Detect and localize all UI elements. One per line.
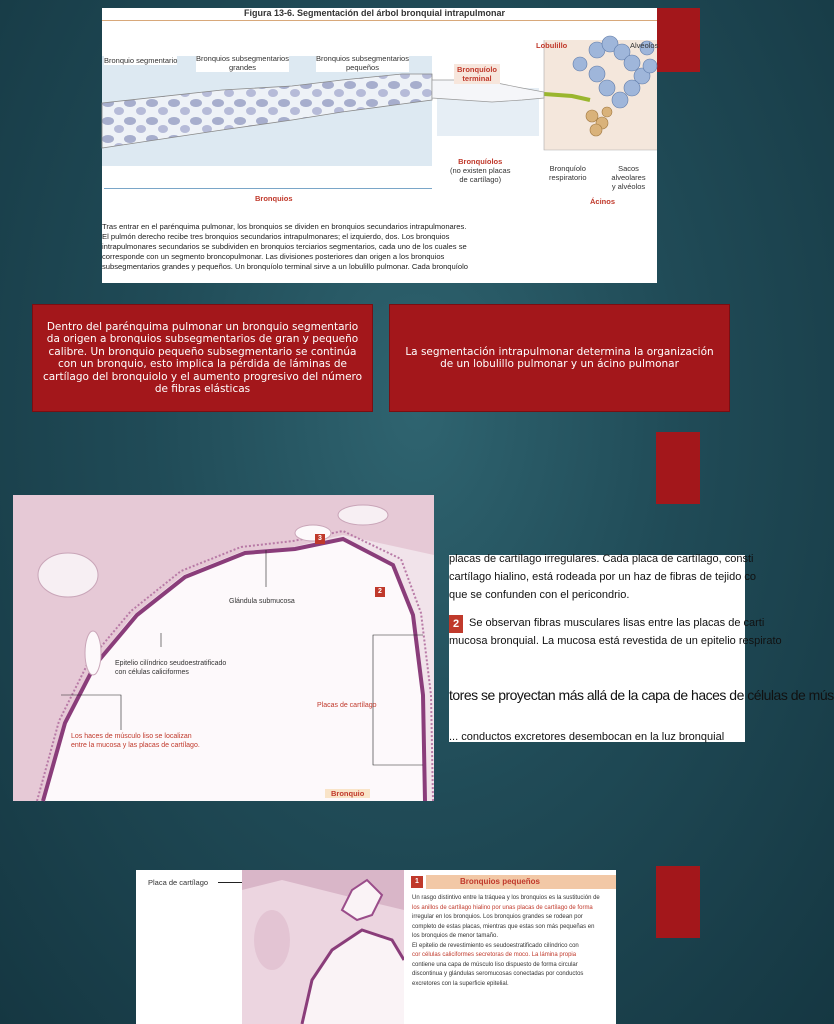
red-tab-decoration: [656, 432, 700, 504]
figure-number-badge: 1: [411, 876, 423, 888]
figure-number-badge: 3: [315, 534, 325, 544]
text-line: intrapulmonares secundarios se subdividen en bronquios terciarios segmentarios, cada uno de los cuales se: [102, 242, 467, 251]
label-text: terminal: [462, 74, 492, 83]
label-bronquiolos: [450, 157, 510, 184]
section-heading: [426, 875, 616, 889]
figure-body-text: [102, 222, 657, 272]
label-text: Bronquíolo: [457, 65, 497, 74]
label-text: con células caliciformes: [115, 669, 189, 676]
small-bronchus-figure: [136, 870, 616, 1024]
para-line: Un rasgo distintivo entre la tráquea y los bronquios es la sustitución de: [412, 895, 600, 901]
label-text: de cartílago): [459, 175, 502, 184]
label-bronquios: Bronquios: [255, 194, 293, 203]
para-line: los anillos de cartílago hialino por unas placas de cartílago de forma: [412, 904, 593, 911]
figure-number-badge: 2: [375, 587, 385, 597]
label-text: pequeños: [346, 63, 379, 72]
crop-line: tores se proyectan más allá de la capa de haces de células de mús: [449, 687, 834, 703]
para-line: discontinua y glándulas seromucosas conectadas por conductos: [412, 971, 584, 977]
label-text: Sacos alveolares: [611, 164, 646, 182]
textbook-text-crop: [449, 553, 834, 743]
para-line: excretores con la superficie epitelial.: [412, 980, 509, 987]
crop-line: que se confunden con el pericondrio.: [449, 589, 630, 601]
red-tab-decoration: [656, 8, 700, 72]
label-bronquiolo-terminal: [454, 64, 500, 84]
caption-right-text: La segmentación intrapulmonar determina la organización de un lobulillo pulmonar y un ácino pulmonar: [405, 345, 714, 370]
label-sacos-alveolares: [600, 164, 657, 191]
para-line: El epitelio de revestimiento es seudoestratificado cilíndrico con: [412, 942, 579, 949]
label-alveolos: Alvéolos: [630, 41, 659, 50]
caption-left-text: Dentro del parénquima pulmonar un bronquio segmentario da origen a bronquios subsegmentarios de gran y pequeño calibre. Un bronquio pequeño subsegmentario se continúa con un bronquio, esto implica la pérdida de láminas de cartílago del bronquiolo y el aumento progresivo del número de fibras elásticas: [42, 320, 363, 395]
label-text: Bronquios subsegmentarios: [316, 54, 409, 63]
crop-line: ... conductos excretores desembocan en la luz bronquial: [449, 731, 725, 743]
label-placa-cartilago: Placa de cartílago: [148, 878, 209, 887]
para-line: contiene una capa de músculo liso dispuesto de forma circular: [412, 961, 578, 968]
heading-text: Bronquios pequeños: [460, 877, 540, 886]
label-musculo-liso: [71, 732, 200, 750]
crop-line: mucosa bronquial. La mucosa está revestida de un epitelio respirato: [449, 635, 782, 647]
label-text: y alvéolos: [611, 182, 646, 191]
text-line: El pulmón derecho recibe tres bronquios secundarios intrapulmonares; el izquierdo, dos. Los bronquios: [102, 232, 450, 241]
label-acinos: Ácinos: [590, 197, 616, 206]
label-bronquiolo-respiratorio: [549, 164, 587, 182]
small-bronchus-histology: [242, 870, 404, 1024]
label-text: grandes: [228, 63, 257, 72]
bronchial-tree-illustration: [102, 8, 657, 188]
label-subseg-grandes: [196, 54, 289, 72]
para-line: completo de estas placas, mientras que estas son más pequeñas en: [412, 923, 595, 930]
bronchial-tree-figure: [102, 8, 657, 283]
label-placas-cartilago: Placas de cartílago: [317, 702, 377, 709]
para-line: irregular en los bronquios. Los bronquios grandes se rodean por: [412, 914, 583, 920]
label-lobulillo: Lobulillo: [536, 41, 568, 50]
label-text: Bronquios subsegmentarios: [196, 54, 289, 63]
crop-line: Se observan fibras musculares lisas entre las placas de carti: [469, 617, 765, 629]
label-epitelio: [115, 659, 226, 677]
text-line: Tras entrar en el parénquima pulmonar, los bronquios se dividen en bronquios secundarios intrapulmonares.: [102, 222, 467, 231]
small-bronchus-text: [412, 894, 614, 989]
label-bronquio-segmentario: Bronquio segmentario: [104, 56, 178, 65]
caption-left: [32, 304, 373, 412]
label-text: Epitelio cilíndrico seudoestratificado: [115, 660, 227, 667]
crop-line: placas de cartílago irregulares. Cada placa de cartílago, consti: [449, 553, 754, 565]
label-text: Bronquíolos: [458, 157, 503, 166]
label-subseg-pequenos: [316, 54, 409, 72]
label-text: respiratorio: [549, 173, 587, 182]
label-text: (no existen placas: [450, 166, 511, 175]
text-line: corresponde con un segmento broncopulmonar. Las divisiones posteriores dan origen a los bronquios: [102, 252, 445, 261]
label-glandula-submucosa: Glándula submucosa: [229, 598, 295, 605]
text-line: subsegmentarios grandes y pequeños. Un bronquíolo terminal sirve a un lobulillo pulmonar. Cada bronquíolo: [102, 262, 468, 271]
label-text: entre la mucosa y las placas de cartílago.: [71, 742, 200, 749]
label-text: Los haces de músculo liso se localizan: [71, 733, 192, 740]
figure-number-badge: 2: [449, 615, 463, 633]
caption-right: [389, 304, 730, 412]
histology-illustration: [13, 495, 434, 801]
figure-title: Figura 13-6. Segmentación del árbol bronquial intrapulmonar: [244, 8, 506, 18]
para-line: cor células caliciformes secretoras de moco. La lámina propia: [412, 952, 577, 958]
red-tab-decoration: [656, 866, 700, 938]
bronchus-histology-image: [13, 495, 434, 801]
para-line: los bronquios de menor tamaño.: [412, 933, 499, 939]
label-bronquio: Bronquio: [325, 789, 370, 798]
label-text: Bronquíolo: [549, 164, 586, 173]
crop-line: cartílago hialino, está rodeada por un haz de fibras de tejido co: [449, 571, 756, 583]
